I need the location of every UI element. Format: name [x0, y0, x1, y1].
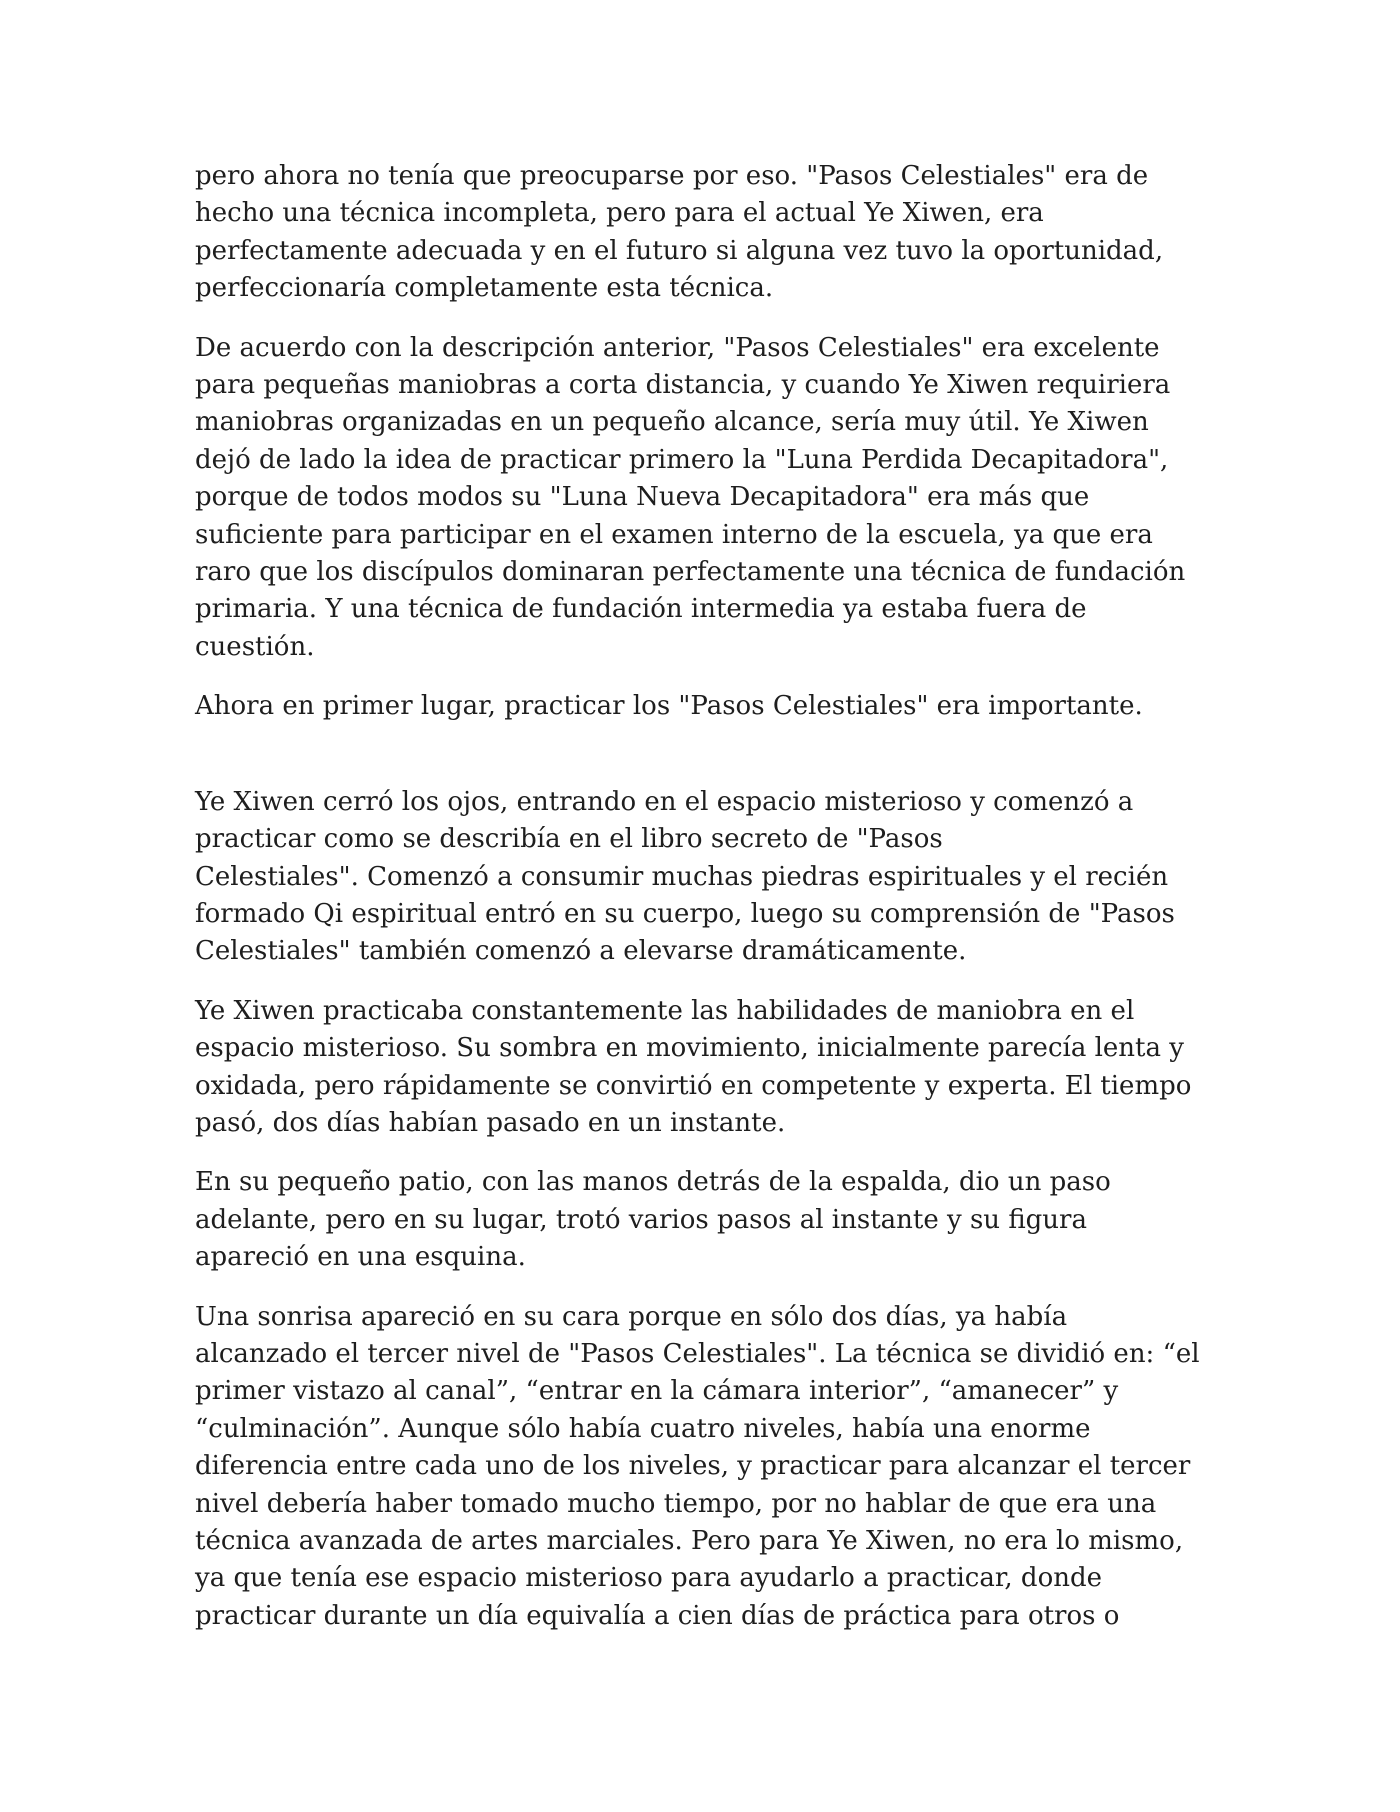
text-line: raro que los discípulos dominaran perfectamente una técnica de fundación — [195, 557, 1186, 588]
paragraph-2 — [195, 330, 1205, 667]
paragraph-5 — [195, 993, 1205, 1143]
text-line: En su pequeño patio, con las manos detrás de la espalda, dio un paso — [195, 1167, 1111, 1198]
paragraph-1 — [195, 158, 1205, 308]
paragraph-3 — [195, 688, 1205, 725]
text-line: alcanzado el tercer nivel de "Pasos Celestiales". La técnica se dividió en: “el — [195, 1338, 1200, 1369]
text-line: oxidada, pero rápidamente se convirtió en competente y experta. El tiempo — [195, 1070, 1192, 1101]
text-line: Celestiales". Comenzó a consumir muchas piedras espirituales y el recién — [195, 861, 1169, 892]
text-line: espacio misterioso. Su sombra en movimiento, inicialmente parecía lenta y — [195, 1033, 1184, 1064]
text-line: nivel debería haber tomado mucho tiempo, por no hablar de que era una — [195, 1488, 1157, 1519]
text-line: diferencia entre cada uno de los niveles, y practicar para alcanzar el tercer — [195, 1451, 1191, 1482]
text-line: hecho una técnica incompleta, pero para el actual Ye Xiwen, era — [195, 198, 1044, 229]
text-line: primer vistazo al canal”, “entrar en la cámara interior”, “amanecer” y — [195, 1376, 1119, 1407]
text-line: porque de todos modos su "Luna Nueva Decapitadora" era más que — [195, 482, 1090, 513]
text-line: perfeccionaría completamente esta técnica. — [195, 273, 774, 304]
text-line: apareció en una esquina. — [195, 1242, 526, 1273]
paragraph-4 — [195, 784, 1205, 971]
text-line: para pequeñas maniobras a corta distancia, y cuando Ye Xiwen requiriera — [195, 370, 1171, 401]
text-line: cuestión. — [195, 631, 315, 662]
text-line: maniobras organizadas en un pequeño alcance, sería muy útil. Ye Xiwen — [195, 407, 1149, 438]
text-line: dejó de lado la idea de practicar primero la "Luna Perdida Decapitadora", — [195, 444, 1169, 475]
text-line: suficiente para participar en el examen interno de la escuela, ya que era — [195, 519, 1153, 550]
text-line: pasó, dos días habían pasado en un instante. — [195, 1107, 786, 1138]
text-line: Una sonrisa apareció en su cara porque en sólo dos días, ya había — [195, 1301, 1068, 1332]
text-line: Ye Xiwen practicaba constantemente las habilidades de maniobra en el — [195, 995, 1135, 1026]
text-line: formado Qi espiritual entró en su cuerpo, luego su comprensión de "Pasos — [195, 898, 1175, 929]
text-line: ya que tenía ese espacio misterioso para ayudarlo a practicar, donde — [195, 1563, 1102, 1594]
document-page — [195, 158, 1205, 1635]
text-line: Celestiales" también comenzó a elevarse dramáticamente. — [195, 936, 967, 967]
text-line: técnica avanzada de artes marciales. Pero para Ye Xiwen, no era lo mismo, — [195, 1526, 1184, 1556]
paragraph-7 — [195, 1299, 1205, 1636]
text-line: pero ahora no tenía que preocuparse por eso. "Pasos Celestiales" era de — [195, 161, 1149, 191]
text-line: Ahora en primer lugar, practicar los "Pasos Celestiales" era importante. — [195, 691, 1143, 722]
text-line: practicar durante un día equivalía a cien días de práctica para otros o — [195, 1600, 1120, 1631]
text-line: De acuerdo con la descripción anterior, "Pasos Celestiales" era excelente — [195, 332, 1160, 363]
text-line: adelante, pero en su lugar, trotó varios pasos al instante y su figura — [195, 1204, 1087, 1235]
text-line: “culminación”. Aunque sólo había cuatro niveles, había una enorme — [195, 1413, 1091, 1444]
paragraph-6 — [195, 1164, 1205, 1276]
text-line: practicar como se describía en el libro secreto de "Pasos — [195, 824, 943, 855]
text-line: perfectamente adecuada y en el futuro si alguna vez tuvo la oportunidad, — [195, 235, 1164, 266]
text-line: Ye Xiwen cerró los ojos, entrando en el espacio misterioso y comenzó a — [195, 786, 1134, 817]
text-line: primaria. Y una técnica de fundación intermedia ya estaba fuera de — [195, 594, 1087, 625]
